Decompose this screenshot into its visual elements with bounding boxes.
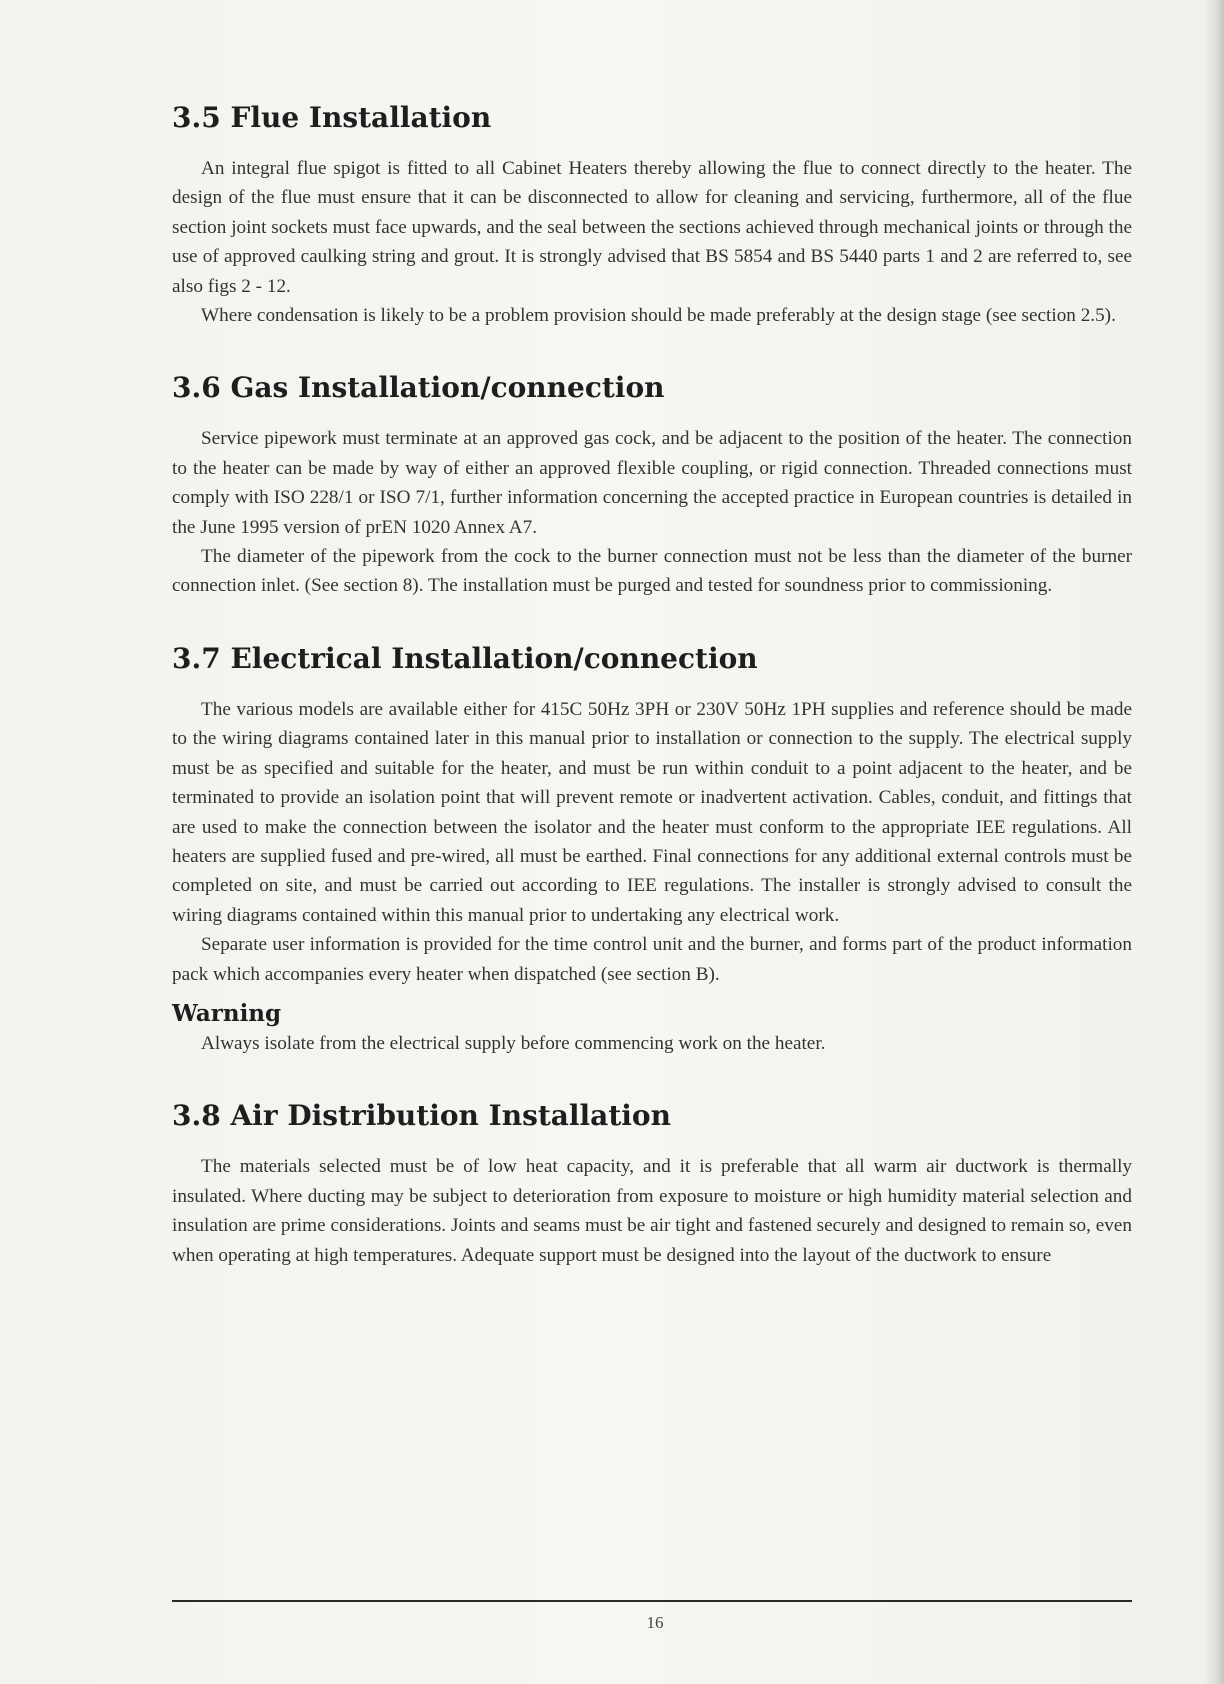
section-heading: 3.6 Gas Installation/connection: [172, 371, 665, 405]
section-paragraph: The diameter of the pipework from the cock to the burner connection must not be less than the diameter of the burner connection inlet. (See section 8). The installation must be purged and tested for soundness prior to commissioning.: [172, 546, 1132, 597]
section-flue-installation: [172, 100, 1132, 330]
page-edge-shadow: [1204, 0, 1224, 1684]
section-paragraph: The various models are available either for 415C 50Hz 3PH or 230V 50Hz 1PH supplies and reference should be made to the wiring diagrams contained later in this manual prior to installation or connection to the supply. The electrical supply must be as specified and suitable for the heater, and must be run within conduit to a point adjacent to the heater, and be terminated to provide an isolation point that will prevent remote or inadvertent activation. Cables, conduit, and fittings that are used to make the connection between the isolator and the heater must conform to the appropriate IEE regulations. All heaters are supplied fused and pre-wired, all must be earthed. Final connections for any additional external controls must be completed on site, and must be carried out according to IEE regulations. The installer is strongly advised to consult the wiring diagrams contained within this manual prior to undertaking any electrical work.: [172, 698, 1132, 926]
section-paragraph: Service pipework must terminate at an approved gas cock, and be adjacent to the position of the heater. The connection to the heater can be made by way of either an approved flexible coupling, or rigid connection. Threaded connections must comply with ISO 228/1 or ISO 7/1, further information concerning the accepted practice in European countries is detailed in the June 1995 version of prEN 1020 Annex A7.: [172, 428, 1132, 538]
page-number: 16: [646, 1613, 664, 1632]
section-gas-installation: [172, 370, 1132, 600]
section-heading: 3.8 Air Distribution Installation: [172, 1099, 671, 1133]
section-paragraph: Separate user information is provided for the time control unit and the burner, and forms part of the product information pack which accompanies every heater when dispatched (see section B).: [172, 934, 1132, 985]
section-paragraph: An integral flue spigot is fitted to all Cabinet Heaters thereby allowing the flue to connect directly to the heater. The design of the flue must ensure that it can be disconnected to allow for cleaning and servicing, furthermore, all of the flue section joint sockets must face upwards, and the seal between the sections achieved through mechanical joints or through the use of approved caulking string and grout. It is strongly advised that BS 5854 and BS 5440 parts 1 and 2 are referred to, see also figs 2 - 12.: [172, 158, 1132, 297]
section-paragraph: The materials selected must be of low heat capacity, and it is preferable that all warm air ductwork is thermally insulated. Where ducting may be subject to deterioration from exposure to moisture or high humidity material selection and insulation are prime considerations. Joints and seams must be air tight and fastened securely and designed to remain so, even when operating at high temperatures. Adequate support must be designed into the layout of the ductwork to ensure: [172, 1156, 1132, 1266]
page-content: [172, 100, 1132, 1310]
section-heading: 3.7 Electrical Installation/connection: [172, 641, 758, 675]
section-paragraph: Where condensation is likely to be a problem provision should be made preferably at the design stage (see section 2.5).: [201, 305, 1116, 327]
footer-rule: [172, 1600, 1132, 1602]
warning-text: Always isolate from the electrical supply before commencing work on the heater.: [201, 1032, 826, 1054]
section-air-distribution: [172, 1098, 1132, 1270]
section-heading: 3.5 Flue Installation: [172, 101, 492, 134]
warning-heading: Warning: [172, 999, 282, 1027]
section-electrical-installation: [172, 641, 1132, 1058]
warning-box: [172, 999, 1132, 1058]
